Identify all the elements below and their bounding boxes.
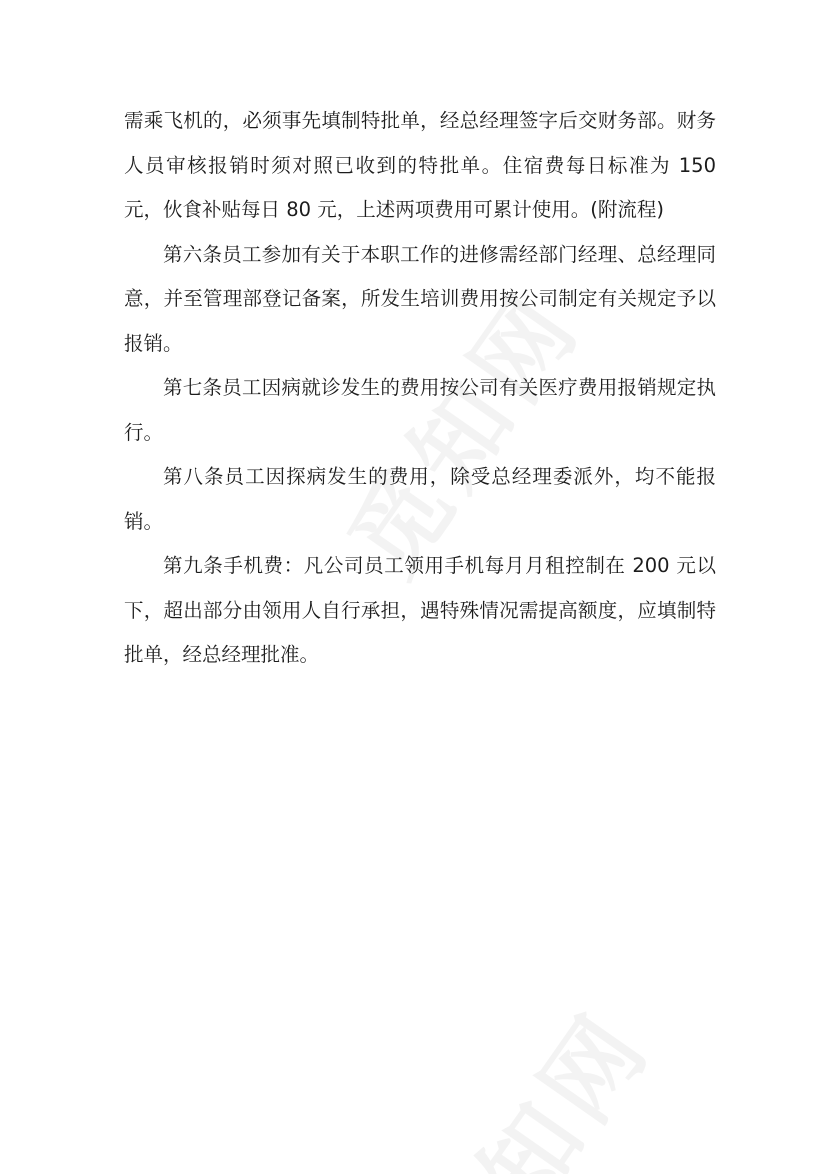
paragraph-article-6: 第六条员工参加有关于本职工作的进修需经部门经理、总经理同意，并至管理部登记备案，所发生培训费用按公司制定有关规定予以报销。 — [124, 242, 716, 355]
paragraph-article-7: 第七条员工因病就诊发生的费用按公司有关医疗费用报销规定执行。 — [124, 376, 716, 444]
paragraph-travel-expense: 需乘飞机的，必须事先填制特批单，经总经理签字后交财务部。财务人员审核报销时须对照已收到的特批单。住宿费每日标准为 150 元，伙食补贴每日 80 元，上述两项费用可累计使用。(附流程) — [124, 109, 716, 221]
watermark — [382, 979, 677, 1174]
document-body — [124, 99, 716, 678]
paragraph-article-9: 第九条手机费：凡公司员工领用手机每月月租控制在 200 元以下，超出部分由领用人自行承担，遇特殊情况需提高额度，应填制特批单，经总经理批准。 — [124, 554, 716, 666]
paragraph-article-8: 第八条员工因探病发生的费用，除受总经理委派外，均不能报销。 — [124, 465, 716, 533]
